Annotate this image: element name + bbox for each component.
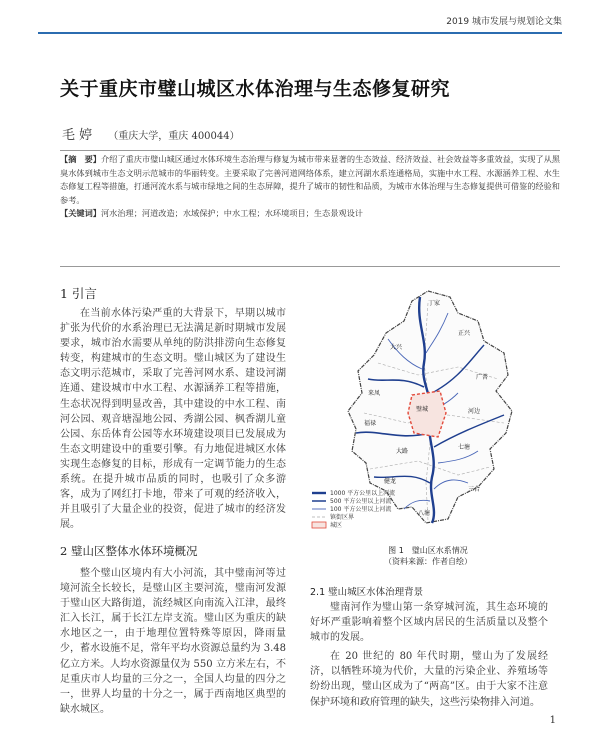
legend-entry: 100 平方公里以上河流 <box>330 506 392 513</box>
keywords-text: 河水治理；河道改造；水域保护；中水工程；水环境项目；生态景观设计 <box>100 208 363 219</box>
section-2-1-heading: 2.1 璧山城区水体治理背景 <box>310 587 424 598</box>
map-label: 正兴 <box>458 330 471 337</box>
map-label: 三合 <box>468 486 481 493</box>
section-2-1-paragraph-1: 璧南河作为璧山第一条穿城河流，其生态环境的好坏严重影响着整个区域内居民的生活质量以及整个城市的发展。 <box>310 602 548 644</box>
legend-entry: 镇街区界 <box>330 514 355 521</box>
map-label: 大路 <box>396 448 409 455</box>
map-label: 福禄 <box>364 420 377 427</box>
author-line <box>62 124 240 143</box>
water-system-map <box>308 283 548 531</box>
section-1-paragraph: 在当前水体污染严重的大背景下，早期以城市扩张为代价的水系治理已无法满足新时期城市发展要求，城市治水需要从单纯的防洪排涝向生态修复转变，构建城市的生态文明。璧山城区为了建设生态文明示范城市，采取了完善河网水系、建设河湖连通、建设城市中水工程、水源涵养工程等措施，生态状况得到明显改善，其中建设的中水工程、南河公园、观音塘湿地公园、秀湖公园、枫香湖儿童公园、东岳体育公园等水环境建设项目已发展成为生态文明建设中的重要引擎。有力地促进城区水体实现生态修复的目标，形成有一定调节能力的生态系统。在提升城市品质的同时，也吸引了众多游客，成为了网红打卡地，带来了可观的经济收入，并且吸引了大量企业的投资，促进了城市的经济发展。 <box>60 308 286 531</box>
map-label: 来凤 <box>368 390 381 397</box>
legend-entry: 城区 <box>330 522 343 529</box>
abstract-bottom-rule <box>60 266 560 267</box>
section-2-paragraph: 整个璧山区境内有大小河流，其中璧南河等过境河流全长较长，是璧山区主要河流，璧南河发源于璧山区大路街道，流经城区向南流入江津，最终汇入长江，属于长江左岸支流。璧山区为重庆的缺水地区之一，由于地理位置特殊等原因，降雨量少，蓄水设施不足，常年平均水资源总量约为 3.48 亿立方米。人均水资源量仅为 550 立方米左右，不足重庆市人均量的三分之一，全国人均量的四分之一，世界人均量的十分之一，属于西南地区典型的缺水城区。 <box>60 568 286 715</box>
city-area <box>408 391 446 437</box>
section-2-body <box>60 566 286 716</box>
author-affiliation: （重庆大学，重庆 400044） <box>108 131 240 142</box>
abstract-text: 介绍了重庆市璧山城区通过水体环境生态治理与修复为城市带来显著的生态效益、经济效益、社会效益等多重效益，实现了从黑臭水体到城市生态文明示范城市的华丽转变。主要采取了完善河道网络体系，建立河湖水系连通格局，实施中水工程、水源涵养工程、水生态修复工程等措施，打通河流水系与城市绿地之间的生态屏障，提升了城市的韧性和品质，为城市水体治理与生态修复提供可借鉴的经验和参考。 <box>60 154 560 205</box>
section-2-1-body <box>310 600 548 716</box>
section-1-body <box>60 306 286 538</box>
page-number: 1 <box>549 715 556 726</box>
author-name: 毛 婷 <box>62 128 93 143</box>
map-label: 丁家 <box>428 300 441 307</box>
legend-entry: 1000 平方公里以上河流 <box>330 490 396 497</box>
header-rule <box>38 32 562 34</box>
map-label: 健龙 <box>384 478 397 485</box>
keywords-label: 【关键词】 <box>60 208 101 219</box>
section-1-heading: 1 引言 <box>60 286 97 301</box>
figure-map <box>308 283 548 531</box>
figure-caption <box>308 545 548 567</box>
map-label: 八塘 <box>418 510 431 517</box>
abstract-label: 【摘 要】 <box>60 154 101 164</box>
map-label: 璧城 <box>416 406 429 413</box>
section-2-heading: 2 璧山区整体水体环境概况 <box>60 544 198 558</box>
figure-caption-title: 图 1 璧山区水系情况 <box>388 546 468 555</box>
paper-title: 关于重庆市璧山城区水体治理与生态修复研究 <box>60 78 451 100</box>
legend-entry: 500 平方公里以上河流 <box>330 498 392 505</box>
section-2-1-paragraph-2: 在 20 世纪的 80 年代时期，璧山为了发展经济，以牺牲环境为代价，大量的污染企业、养殖场等纷纷出现，璧山区成为了“两高”区。由于大家不注意保护环境和政府管理的缺失，这些污染物排入河道。 <box>310 651 548 708</box>
map-label: 大兴 <box>390 344 403 351</box>
figure-caption-source: （资料来源：作者自绘） <box>384 557 472 566</box>
abstract <box>60 153 560 221</box>
map-label: 河边 <box>468 408 481 415</box>
map-label: 七塘 <box>458 444 471 451</box>
map-label: 广普 <box>476 374 489 381</box>
running-head: 2019 城市发展与规划论文集 <box>446 17 562 27</box>
abstract-top-rule <box>60 150 560 151</box>
